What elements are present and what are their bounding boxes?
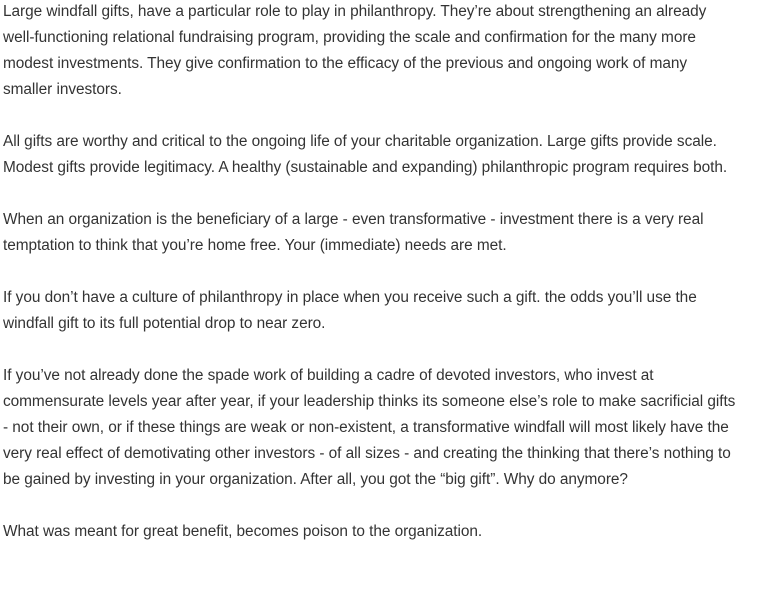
paragraph-beneficiary-temptation: When an organization is the beneficiary of a large - even transformative - investment there is a very real temptation to think that you’re home free. Your (immediate) needs are met. bbox=[3, 211, 704, 254]
paragraph-culture-of-philanthropy: If you don’t have a culture of philanthropy in place when you receive such a gift. the odds you’ll use the windfall gift to its full potential drop to near zero. bbox=[3, 289, 697, 332]
paragraph-poison-conclusion: What was meant for great benefit, becomes poison to the organization. bbox=[3, 523, 483, 540]
paragraph-spade-work: If you’ve not already done the spade work of building a cadre of devoted investors, who invest at commensurate levels year after year, if your leadership thinks its someone else’s role to make sacrificial gifts - not their own, or if these things are weak or non-existent, a transformative windfall will most likely have the very real effect of demotivating other investors - of all sizes - and creating the thinking that there’s nothing to be gained by investing in your organization. After all, you got the “big gift”. Why do anymore? bbox=[3, 367, 736, 488]
paragraph-all-gifts-worthy: All gifts are worthy and critical to the ongoing life of your charitable organization. Large gifts provide scale. Modest gifts provide legitimacy. A healthy (sustainable and expanding) philanthropic program requires both. bbox=[3, 133, 728, 176]
paragraph-large-gifts-role: Large windfall gifts, have a particular role to play in philanthropy. They’re about strengthening an already well-functioning relational fundraising program, providing the scale and confirmation for the many more modest investments. They give confirmation to the efficacy of the previous and ongoing work of many smaller investors. bbox=[3, 3, 707, 98]
